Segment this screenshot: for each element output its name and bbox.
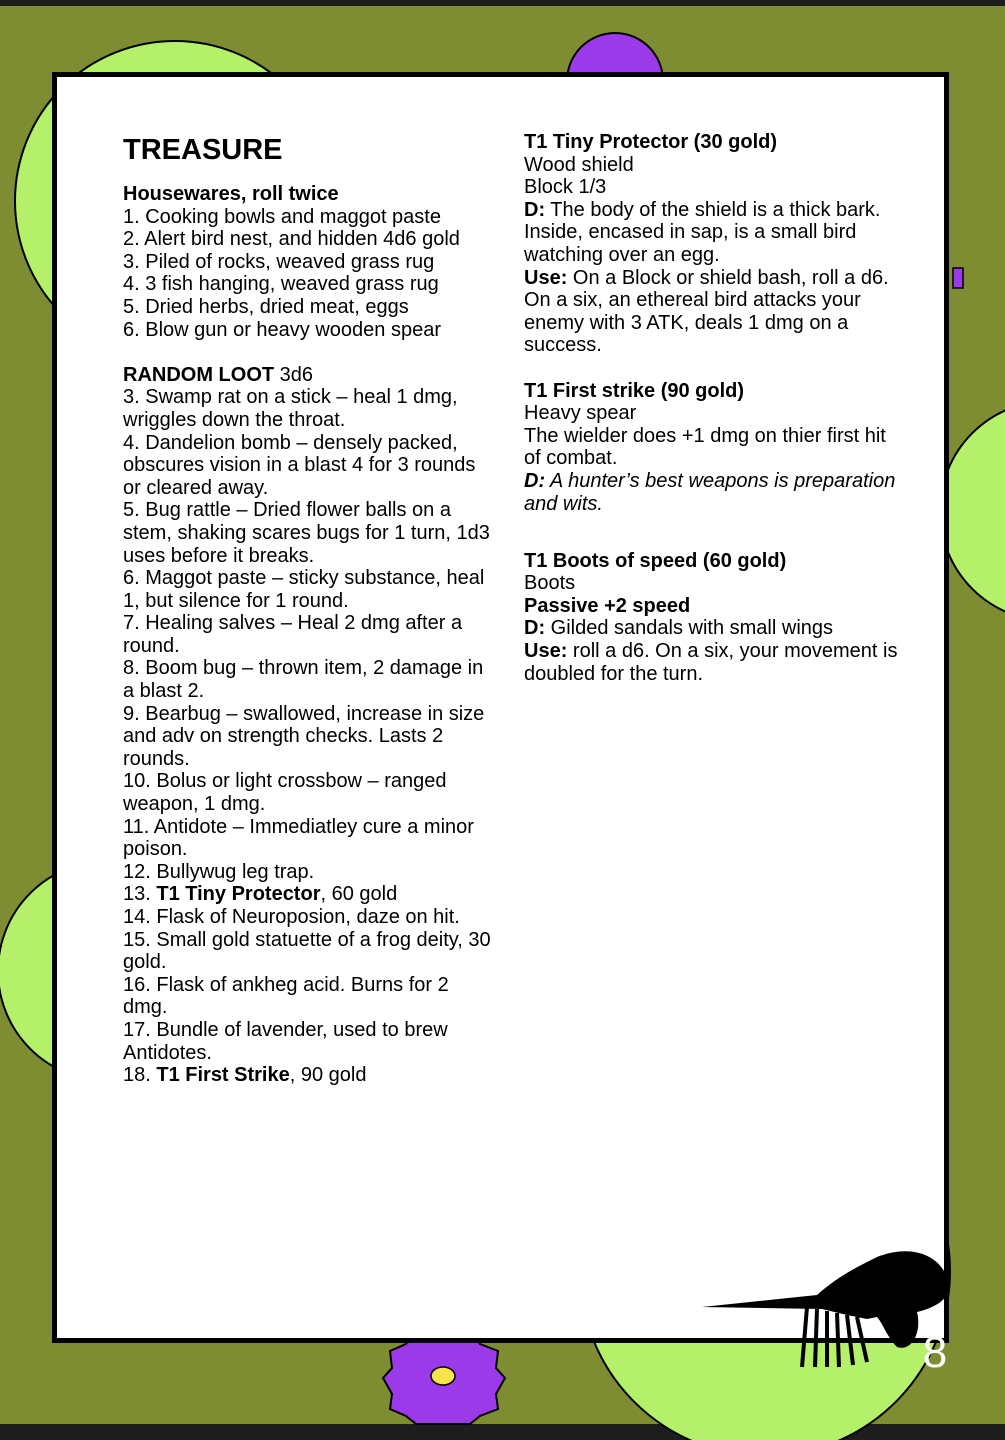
use-label: Use: (524, 640, 568, 663)
list-item: 6. Maggot paste – sticky substance, heal 1, but silence for 1 round. (123, 567, 485, 612)
random-loot-dice: 3d6 (274, 363, 314, 386)
entry-use (524, 267, 904, 357)
page-number: 8 (922, 1328, 948, 1377)
description-label: D: (524, 469, 546, 492)
item-number: 18. (123, 1064, 157, 1087)
item-number: 13. (123, 883, 157, 906)
entry-stat: Block 1/3 (524, 176, 607, 199)
list-item-18 (123, 1064, 493, 1087)
entry-title: T1 Tiny Protector (30 gold) (524, 131, 777, 153)
list-item: 14. Flask of Neuroposion, daze on hit. (123, 906, 460, 928)
left-column (123, 133, 493, 1087)
boots-entry (524, 550, 904, 686)
entry-description (524, 617, 904, 640)
list-item: 5. Dried herbs, dried meat, eggs (123, 295, 409, 318)
list-item: 17. Bundle of lavender, used to brew Antidotes. (123, 1018, 448, 1064)
list-item: 2. Alert bird nest, and hidden 4d6 gold (123, 228, 460, 251)
entry-title: T1 First strike (90 gold) (524, 379, 745, 402)
description-label: D: (524, 198, 546, 221)
item-name: T1 First Strike (156, 1064, 290, 1087)
tiny-protector-entry (524, 131, 904, 357)
entry-use (524, 640, 904, 685)
entry-passive: Passive +2 speed (524, 594, 691, 617)
entry-type: Wood shield (524, 153, 634, 176)
gear-right-edge-icon (953, 268, 963, 288)
random-loot-heading (123, 364, 493, 387)
description-text: A hunter’s best weapons is preparation and wits. (524, 469, 896, 515)
housewares-heading: Housewares, roll twice (123, 183, 339, 205)
list-item: 3. Swamp rat on a stick – heal 1 dmg, wriggles down the throat. (123, 386, 458, 431)
random-loot-title: RANDOM LOOT (123, 363, 275, 386)
list-item: 5. Bug rattle – Dried flower balls on a stem, shaking scares bugs for 1 turn, 1d3 uses before it breaks. (123, 499, 490, 567)
item-price: , 60 gold (320, 883, 398, 906)
entry-text: The wielder does +1 dmg on thier first hit of combat. (524, 424, 886, 470)
item-price: , 90 gold (289, 1064, 367, 1087)
description-label: D: (524, 617, 546, 640)
description-text: The body of the shield is a thick bark. Inside, encased in sap, is a small bird watching over an egg. (524, 198, 881, 266)
page-title: TREASURE (123, 134, 283, 166)
list-item: 7. Healing salves – Heal 2 dmg after a round. (123, 612, 463, 657)
use-text: roll a d6. On a six, your movement is doubled for the turn. (524, 640, 898, 685)
list-item: 3. Piled of rocks, weaved grass rug (123, 250, 435, 273)
entry-title: T1 Boots of speed (60 gold) (524, 549, 787, 572)
list-item: 15. Small gold statuette of a frog deity, 30 gold. (123, 928, 491, 974)
list-item: 16. Flask of ankheg acid. Burns for 2 dmg. (123, 973, 449, 1019)
list-item: 4. Dandelion bomb – densely packed, obscures vision in a blast 4 for 3 rounds or cleared away. (123, 431, 476, 499)
entry-type: Boots (524, 572, 576, 595)
lilypad-right (940, 401, 1005, 621)
list-item: 6. Blow gun or heavy wooden spear (123, 318, 441, 341)
list-item: 8. Boom bug – thrown item, 2 damage in a blast 2. (123, 657, 484, 703)
list-item: 4. 3 fish hanging, weaved grass rug (123, 273, 439, 296)
page-background (0, 6, 1005, 1424)
list-item: 10. Bolus or light crossbow – ranged weapon, 1 dmg. (123, 770, 447, 816)
paper-page (52, 72, 949, 1377)
list-item: 12. Bullywug leg trap. (123, 860, 315, 883)
item-name: T1 Tiny Protector (156, 883, 321, 906)
first-strike-entry (524, 380, 904, 516)
entry-description (524, 199, 904, 267)
use-text: On a Block or shield bash, roll a d6. On a six, an ethereal bird attacks your enemy with 3 ATK, deals 1 dmg on a success. (524, 266, 889, 357)
description-text: Gilded sandals with small wings (545, 617, 834, 640)
use-label: Use: (524, 266, 568, 289)
list-item: 1. Cooking bowls and maggot paste (123, 205, 441, 228)
entry-type: Heavy spear (524, 402, 637, 425)
list-item: 11. Antidote – Immediatley cure a minor poison. (123, 815, 474, 861)
list-item-13 (123, 883, 493, 906)
entry-description (524, 470, 904, 515)
list-item: 9. Bearbug – swallowed, increase in size and adv on strength checks. Lasts 2 rounds. (123, 702, 485, 770)
right-column (524, 131, 904, 685)
